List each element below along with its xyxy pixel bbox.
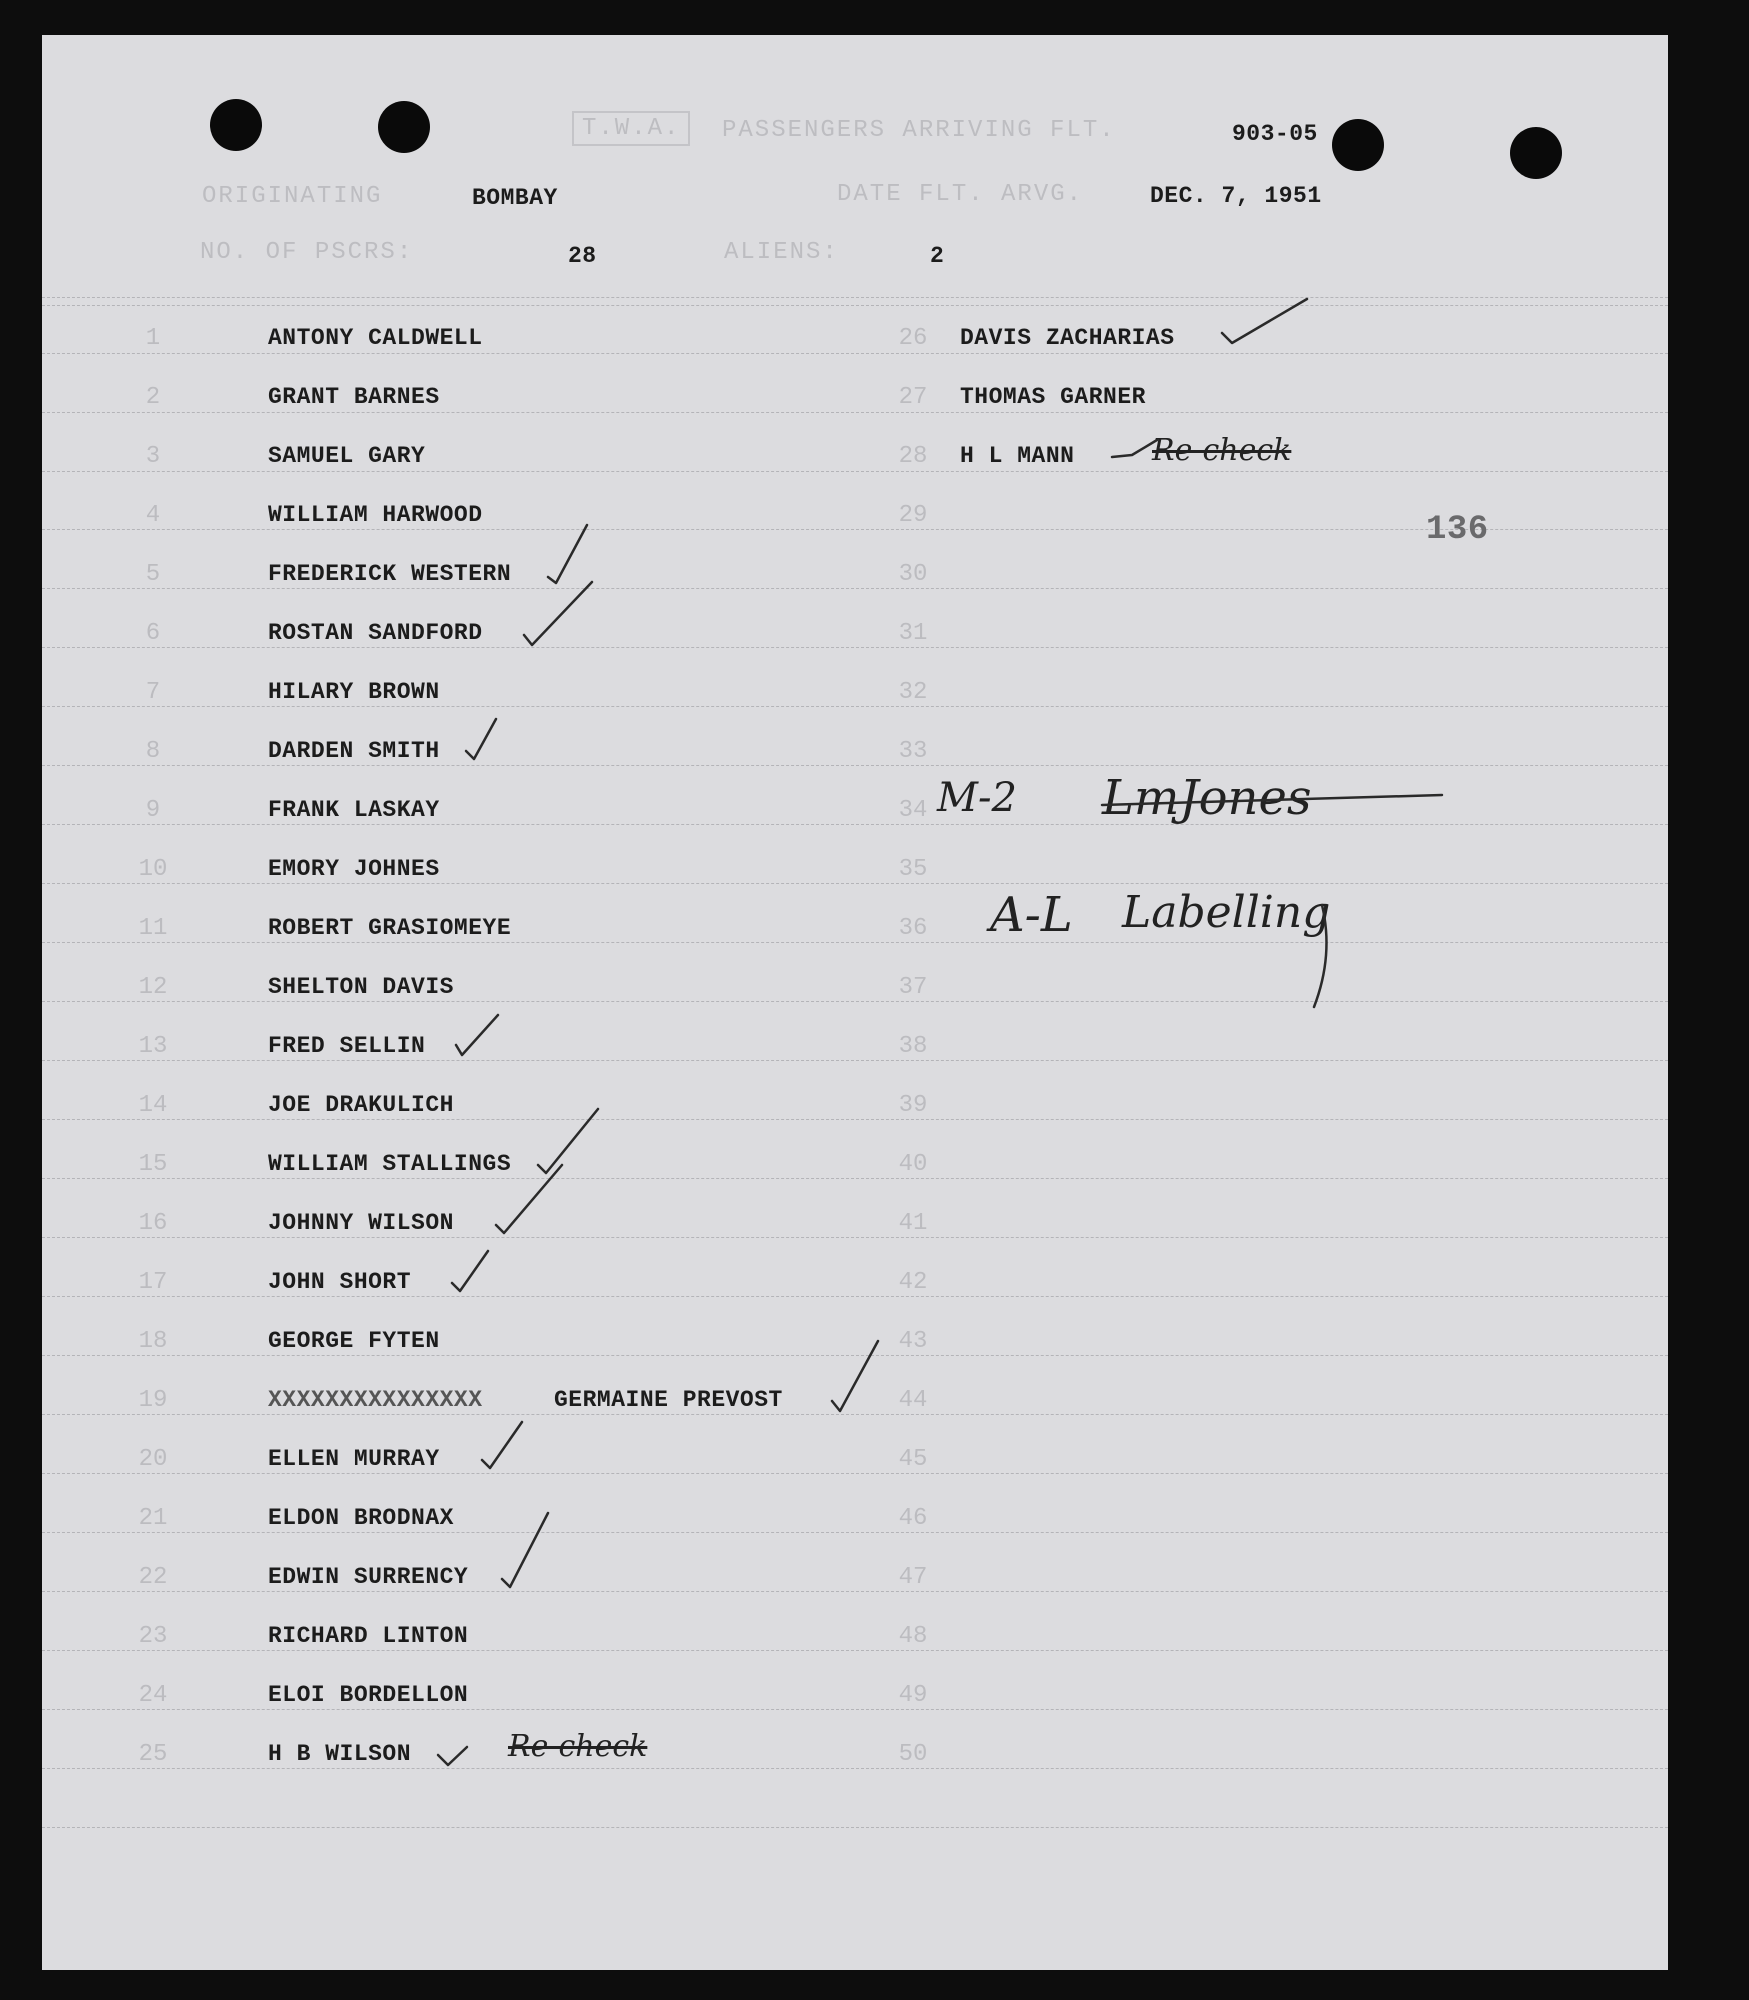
pscrs-label: NO. OF PSCRS: (200, 239, 414, 266)
typeover-strikeout: XXXXXXXXXXXXXXX (268, 1387, 483, 1413)
check-mark (452, 1251, 488, 1291)
row-number: 19 (138, 1387, 168, 1414)
row-number: 49 (898, 1682, 928, 1709)
row-number: 30 (898, 561, 928, 588)
check-mark (438, 1747, 467, 1765)
row-number: 2 (145, 384, 161, 411)
row-number: 12 (138, 974, 168, 1001)
row-number: 21 (138, 1505, 168, 1532)
row-number: 33 (898, 738, 928, 765)
passenger-name: H L MANN (960, 443, 1075, 469)
row-number: 34 (898, 797, 928, 824)
passenger-name: JOE DRAKULICH (268, 1092, 454, 1118)
originating-label: ORIGINATING (202, 183, 383, 210)
signature-jones: LmJones (1102, 770, 1312, 826)
row-number: 40 (898, 1151, 928, 1178)
manifest-sheet (42, 35, 1668, 1970)
aliens-value: 2 (930, 243, 945, 269)
date-value: DEC. 7, 1951 (1150, 183, 1322, 209)
passenger-name: RICHARD LINTON (268, 1623, 469, 1649)
row-number: 35 (898, 856, 928, 883)
passenger-name: JOHNNY WILSON (268, 1210, 454, 1236)
row-number: 6 (145, 620, 161, 647)
check-mark (502, 1513, 548, 1587)
row-number: 44 (898, 1387, 928, 1414)
pscrs-value: 28 (568, 243, 597, 269)
row-number: 25 (138, 1741, 168, 1768)
row-number: 32 (898, 679, 928, 706)
passenger-name: ELDON BRODNAX (268, 1505, 454, 1531)
passenger-name: ELLEN MURRAY (268, 1446, 440, 1472)
passenger-name: ELOI BORDELLON (268, 1682, 469, 1708)
passenger-name: FRANK LASKAY (268, 797, 440, 823)
row-number: 1 (145, 325, 161, 352)
row-number: 31 (898, 620, 928, 647)
passenger-name: SAMUEL GARY (268, 443, 426, 469)
passenger-name: GERMAINE PREVOST (554, 1387, 783, 1413)
row-number: 10 (138, 856, 168, 883)
passenger-name: WILLIAM STALLINGS (268, 1151, 512, 1177)
row-number: 47 (898, 1564, 928, 1591)
row-number: 7 (145, 679, 161, 706)
passenger-name: DARDEN SMITH (268, 738, 440, 764)
aliens-note: A-L (990, 887, 1073, 943)
check-mark (456, 1015, 498, 1055)
row-number: 14 (138, 1092, 168, 1119)
passenger-name: EDWIN SURRENCY (268, 1564, 469, 1590)
passenger-name: WILLIAM HARWOOD (268, 502, 483, 528)
flight-number: 903-05 (1232, 121, 1318, 147)
row-number: 41 (898, 1210, 928, 1237)
signature-labelling: Labelling (1122, 887, 1331, 938)
row-number: 8 (145, 738, 161, 765)
passenger-name: GRANT BARNES (268, 384, 440, 410)
row-number: 50 (898, 1741, 928, 1768)
passenger-name: FRED SELLIN (268, 1033, 426, 1059)
passenger-name: ANTONY CALDWELL (268, 325, 483, 351)
row-number: 42 (898, 1269, 928, 1296)
bracket-stroke (1314, 905, 1327, 1007)
check-mark (1222, 299, 1307, 343)
row-number: 18 (138, 1328, 168, 1355)
row-number: 39 (898, 1092, 928, 1119)
check-mark (548, 525, 587, 583)
underline-stroke (1102, 795, 1442, 805)
passenger-name: DAVIS ZACHARIAS (960, 325, 1175, 351)
row-number: 3 (145, 443, 161, 470)
row-number: 29 (898, 502, 928, 529)
row-number: 23 (138, 1623, 168, 1650)
pen-marks (42, 35, 1668, 1970)
citizens-note: M-2 (937, 775, 1017, 821)
check-mark (496, 1165, 562, 1233)
row-number: 45 (898, 1446, 928, 1473)
row-number: 26 (898, 325, 928, 352)
recheck-note-hb-wilson: Re-check (508, 1729, 648, 1764)
row-number: 17 (138, 1269, 168, 1296)
passenger-name: JOHN SHORT (268, 1269, 412, 1295)
row-number: 22 (138, 1564, 168, 1591)
row-number: 9 (145, 797, 161, 824)
passenger-name: FREDERICK WESTERN (268, 561, 512, 587)
passenger-name: EMORY JOHNES (268, 856, 440, 882)
passenger-name: ROBERT GRASIOMEYE (268, 915, 512, 941)
row-number: 5 (145, 561, 161, 588)
row-number: 16 (138, 1210, 168, 1237)
row-number: 20 (138, 1446, 168, 1473)
check-mark (482, 1422, 522, 1468)
row-number: 13 (138, 1033, 168, 1060)
passenger-name: SHELTON DAVIS (268, 974, 454, 1000)
row-number: 15 (138, 1151, 168, 1178)
row-number: 36 (898, 915, 928, 942)
check-mark (538, 1109, 598, 1173)
originating-value: BOMBAY (472, 185, 558, 211)
check-mark (1112, 440, 1157, 457)
form-title: PASSENGERS ARRIVING FLT. (722, 117, 1116, 144)
recheck-note-hl-mann: Re-check (1152, 433, 1292, 468)
passenger-name: THOMAS GARNER (960, 384, 1146, 410)
passenger-name: H B WILSON (268, 1741, 412, 1767)
row-number: 24 (138, 1682, 168, 1709)
row-number: 28 (898, 443, 928, 470)
row-number: 46 (898, 1505, 928, 1532)
row-number: 48 (898, 1623, 928, 1650)
passenger-name: GEORGE FYTEN (268, 1328, 440, 1354)
passenger-name: HILARY BROWN (268, 679, 440, 705)
row-number: 37 (898, 974, 928, 1001)
row-number: 43 (898, 1328, 928, 1355)
row-number: 4 (145, 502, 161, 529)
check-mark (524, 582, 592, 645)
carrier-label: T.W.A. (572, 111, 690, 146)
row-number: 11 (138, 915, 168, 942)
passenger-name: ROSTAN SANDFORD (268, 620, 483, 646)
date-label: DATE FLT. ARVG. (837, 181, 1084, 208)
check-mark (466, 719, 496, 759)
stamp-number: 136 (1426, 511, 1489, 549)
row-number: 38 (898, 1033, 928, 1060)
row-number: 27 (898, 384, 928, 411)
check-mark (832, 1341, 878, 1411)
aliens-label: ALIENS: (724, 239, 839, 266)
